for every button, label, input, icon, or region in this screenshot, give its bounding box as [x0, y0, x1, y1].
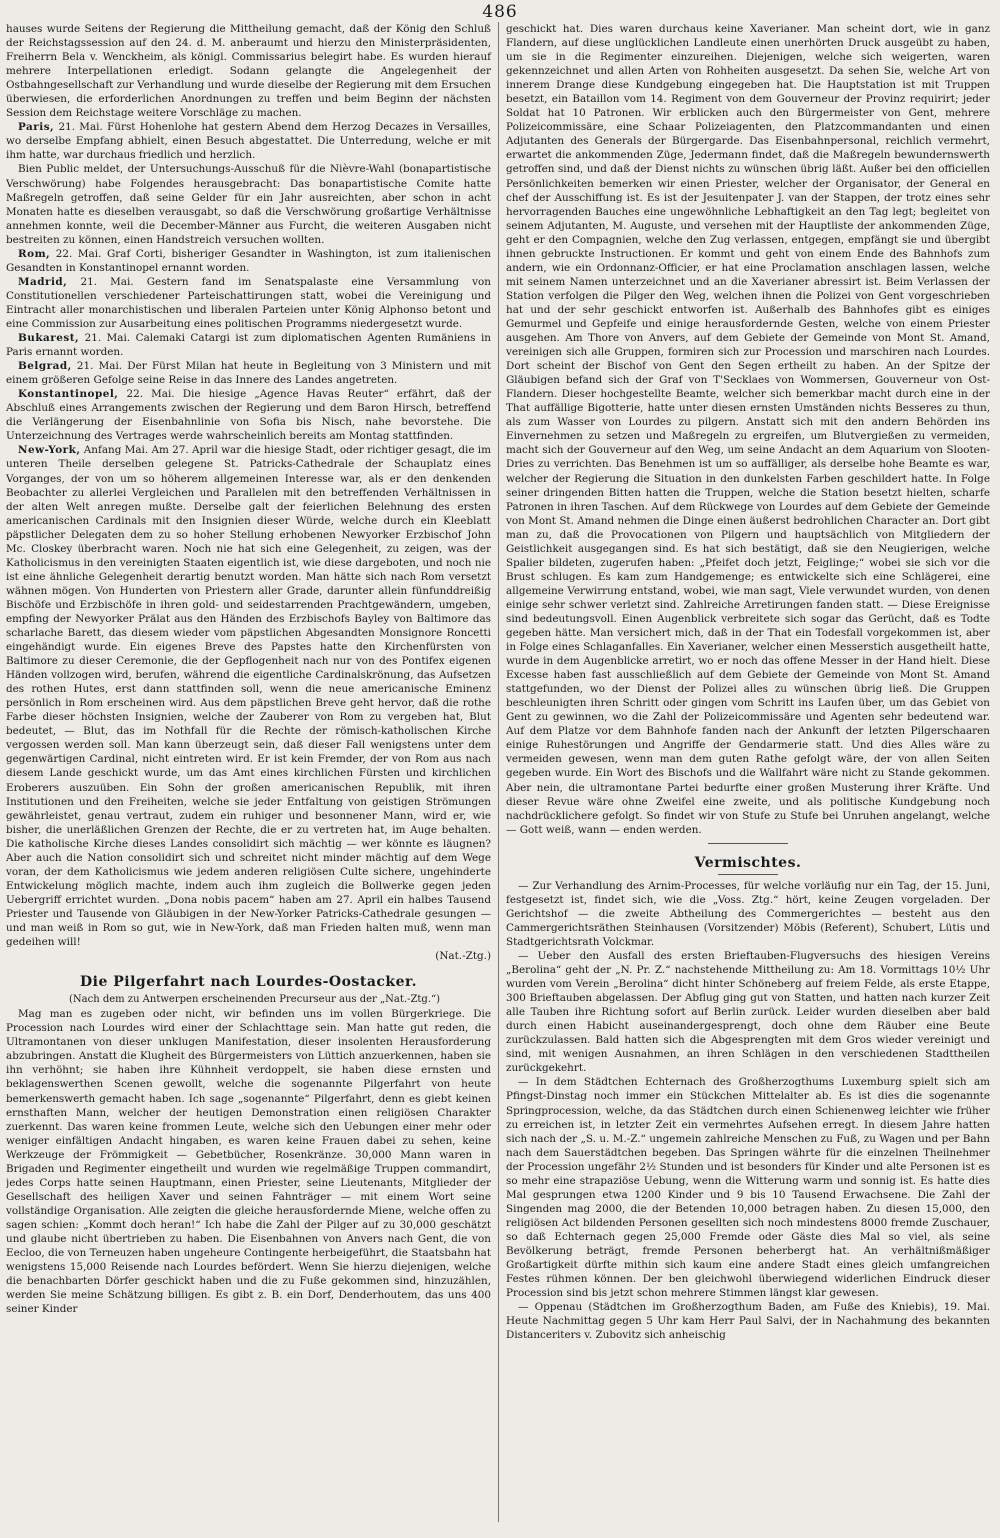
news-text: 22. Mai. Die hiesige „Agence Havas Reuter“ erfährt, daß der Abschluß eines Arrangements zwischen der Regierung und dem Baron Hirsch, betreffend die Verlängerung der Eisenbahnlinie von Sofia bis Nisch, nahe bevorstehe. Die Unterzeichnung des Vertrages werde wahrscheinlich bereits am Montag stattfinden.	[6, 388, 491, 443]
paragraph: Bien Public meldet, der Untersuchungs-Ausschuß für die Nièvre-Wahl (bonapartistische Verschwörung) habe Folgendes herausgebracht: Das bonapartistische Comite hatte Maßregeln getroffen, daß seine Gelder für ein Jahr ausreichten, aber schon in acht Monaten hatte es dieselben verausgabt, so daß die Verschwörung großartige Verhältnisse annehmen konnte, weil die December-Männer aus Furcht, die weiteren Ausgaben nicht bestreiten zu können, einen Handstreich versuchen wollten.	[6, 163, 491, 246]
news-text: 21. Mai. Der Fürst Milan hat heute in Begleitung von 3 Ministern und mit einem größeren Gefolge seine Reise in das Innere des Landes angetreten.	[6, 360, 491, 387]
news-item-rom	[6, 247, 491, 275]
article-subtitle: (Nach dem zu Antwerpen erscheinenden Precurseur aus der „Nat.-Ztg.“)	[68, 994, 441, 1006]
dateline: New-York,	[18, 444, 81, 457]
news-item-paris	[6, 120, 491, 162]
news-text: 21. Mai. Calemaki Catargi ist zum diplomatischen Agenten Rumäniens in Paris ernannt worden.	[6, 332, 491, 359]
page-number: 486	[482, 2, 518, 22]
news-item-new-york	[6, 443, 491, 949]
title-rule	[718, 874, 778, 875]
article-title: Die Pilgerfahrt nach Lourdes-Oostacker.	[80, 974, 417, 991]
news-text: 21. Mai. Fürst Hohenlohe hat gestern Abend dem Herzog Decazes in Versailles, wo derselbe Empfang abhielt, einen Besuch abgestattet. Die Unterredung, welche er mit ihm hatte, war durchaus friedlich und herzlich.	[6, 121, 491, 162]
article-paragraph: Mag man es zugeben oder nicht, wir befinden uns im vollen Bürgerkriege. Die Procession nach Lourdes wird einer der Schlachttage sein. Man hatte gut reden, die Ultramontanen von dieser unklugen Manifestation, dieser insolenten Herausforderung abzubringen. Anstatt die Klugheit des Bürgermeisters von Lüttich anzuerkennen, haben sie ihn verhöhnt; sie haben ihre Kühnheit verdoppelt, sie haben diese ernsten und beklagenswerthen Scenen gewollt, welche die sogenannte Pilgerfahrt von heute bemerkenswerth gemacht haben. Ich sage „sogenannte“ Pilgerfahrt, denn es giebt keinen ernsthaften Mann, welcher der heutigen Demonstration einen religiösen Charakter zuerkennt. Das waren keine frommen Leute, welche sich den Uebungen einer mehr oder weniger einfältigen Andacht hingaben, es waren keine Frauen dabei zu sehen, keine Werkzeuge der Frömmigkeit — Gebetbücher, Rosenkränze. 30,000 Mann waren in Brigaden und Regimenter eingetheilt und wurden wie regelmäßige Truppen commandirt, jedes Corps hatte seinen Hauptmann, einen Priester, seine Lieutenants, Mitglieder der Gesellschaft des heiligen Xaver und seinen Fahnträger — mit einem Wort seine vollständige Organisation. Alle zeigten die gleiche herausfordernde Miene, welche offen zu sagen schien: „Kommt doch heran!“ Ich habe die Zahl der Pilger auf zu 30,000 geschätzt und glaube nicht übertrieben zu haben. Die Eisenbahnen von Anvers nach Gent, die von Eecloo, die von Terneuzen haben ungeheure Contingente herbeigeführt, die Staatsbahn hat wenigstens 15,000 Reisende nach Lourdes befördert. Wenn Sie hierzu diejenigen, welche die benachbarten Dörfer geschickt haben und die zu Fuße gekommen sind, hinzuzählen, werden Sie meine Schätzung billigen. Es gibt z. B. ein Dorf, Denderhoutem, das uns 400 seiner Kinder	[6, 1008, 491, 1316]
section-divider	[708, 843, 788, 844]
columns	[6, 22, 990, 1522]
dateline: Rom,	[18, 247, 51, 260]
news-item-konstantinopel	[6, 387, 491, 443]
news-item-belgrad	[6, 359, 491, 387]
paragraph: hauses wurde Seitens der Regierung die Mittheilung gemacht, daß der König den Schluß der Reichstagssession auf den 24. d. M. anberaumt und hierzu den Ministerpräsidenten, Freiherrn Bela v. Wenckheim, als königl. Commissarius belegirt habe. Es wurden hierauf mehrere Interpellationen erledigt. Sodann gelangte die Angelegenheit der Ostbahngesellschaft zur Verhandlung und wurde dieselbe der Regierung mit dem Ersuchen überwiesen, die erforderlichen Anordnungen zu treffen und beim Beginn der nächsten Session dem Reichstage weitere Vorschläge zu machen.	[6, 23, 491, 120]
dateline: Belgrad,	[18, 360, 72, 373]
misc-item: — Ueber den Ausfall des ersten Brieftauben-Flugversuchs des hiesigen Vereins „Berolina“ geht der „N. Pr. Z.“ nachstehende Mittheilung zu: Am 18. Vormittags 10½ Uhr wurden vom Verein „Berolina“ dicht hinter Schöneberg auf freiem Felde, als erste Etappe, 300 Brieftauben abgelassen. Der Abflug ging gut von Statten, und hatten nach kurzer Zeit alle Tauben ihre Richtung sofort auf Berlin zurück. Leider wurden dieselben aber bald durch einen Habicht auseinandergesprengt, doch ohne dem Räuber eine Beute zurückzulassen. Bald hatten sich die Abgesprengten mit dem Gros wieder vereinigt und sind, mit wenigen Ausnahmen, an ihren Schlägen in den verschiedenen Stadttheilen zurückgekehrt.	[506, 950, 990, 1075]
section-title-misc: Vermischtes.	[694, 854, 802, 871]
dateline: Bukarest,	[18, 332, 80, 345]
news-text: 22. Mai. Graf Corti, bisheriger Gesandter in Washington, ist zum italienischen Gesandten in Konstantinopel ernannt worden.	[6, 247, 491, 274]
dateline: Madrid,	[18, 275, 68, 288]
misc-item: — In dem Städtchen Echternach des Großherzogthums Luxemburg spielt sich am Pfingst-Dinstag noch immer ein Stückchen Mittelalter ab. Es ist dies die sogenannte Springprocession, welche, da das Städtchen durch einen Schienenweg leichter wie früher zu erreichen ist, in letzter Zeit ein vermehrtes Aufsehen erregt. In diesem Jahre hatten sich nach der „S. u. M.-Z.“ ungemein zahlreiche Menschen zu Fuß, zu Wagen und per Bahn nach dem Sauerstädtchen begeben. Das Springen währte für die einzelnen Theilnehmer der Procession ungefähr 2½ Stunden und ist besonders für Kinder und alte Personen ist es so mehr eine strapaziöse Uebung, wenn die Witterung warm und sonnig ist. Es hatte dies Mal gesprungen etwa 1200 Kinder und 9 bis 10 Tausend Erwachsene. Die Zahl der Singenden mag 2000, die der Betenden 10,000 betragen haben. Zu diesen 15,000, den religiösen Act bildenden Personen gesellten sich noch mindestens 8000 fremde Zuschauer, so daß Echternach gegen 25,000 Fremde oder Gäste dies Mal so viel, als seine Bevölkerung beträgt, fremde Personen beherbergt hat. An verhältnißmäßiger Großartigkeit dürfte mithin sich kaum eine andere Stadt eines gleich umfangreichen Festes rühmen können. Der ben gleichwohl überwiegend widerlichen Eindruck dieser Procession sind bis jetzt schon mehrere Stimmen längst klar gewesen.	[506, 1076, 990, 1300]
news-text: 21. Mai. Gestern fand im Senatspalaste eine Versammlung von Constitutionellen verschiedener Parteischattirungen statt, wobei die Vereinigung und Eintracht aller monarchistischen und liberalen Parteien unter König Alphonso betont und eine Commission zur Ausarbeitung eines politischen Programms niedergesetzt wurde.	[6, 275, 491, 330]
misc-item: — Zur Verhandlung des Arnim-Processes, für welche vorläufig nur ein Tag, der 15. Juni, festgesetzt ist, findet sich, wie die „Voss. Ztg.“ hört, keine Zeugen vorgeladen. Der Gerichtshof — die zweite Abtheilung des Commergerichtes — besteht aus den Cammergerichtsräthen Steinhausen (Vorsitzender) Möbis (Referent), Schubert, Lütis und Stadtgerichtsrath Volckmar.	[506, 879, 990, 948]
article-continuation: geschickt hat. Dies waren durchaus keine Xaverianer. Man scheint dort, wie in ganz Flandern, auf diese unglücklichen Landleute einen unerhörten Druck ausgeübt zu haben, um sie in die Regimenter einzureihen. Diejenigen, welche sich weigerten, waren gekennzeichnet und allen Arten von Rohheiten ausgesetzt. Da sehen Sie, welche Art von innerem Drange diese Kundgebung eingegeben hat. Die Hauptstation ist mit Truppen besetzt, ein Bataillon vom 14. Regiment von dem Gouverneur der Provinz requirirt; jeder Soldat hat 10 Patronen. Wir erblicken auch den Bürgermeister von Gent, mehrere Polizeicommissäre, eine Schaar Polizeiagenten, den Platzcommandanten und einen Adjutanten des Generals der Bürgergarde. Das Eisenbahnpersonal, reichlich vermehrt, erwartet die ankommenden Züge, Jedermann findet, daß die Maßregeln bewundernswerth getroffen sind, und daß der Dienst nichts zu wünschen übrig läßt. Außer bei den officiellen Persönlichkeiten bemerken wir einen Priester, welcher der Organisator, der General en chef der Ausschiffung ist. Es ist der Jesuitenpater J. van der Stappen, der trotz eines sehr hervorragenden Bauches eine ungewöhnliche Lebhaftigkeit an den Tag legt; begleitet von seinem Adjutanten, M. Auguste, und versehen mit der Hauptliste der ankommenden Züge, geht er den Compagnien, welche den Zug verlassen, entgegen, empfängt sie und übergibt ihnen gebruckte Instructionen. Er kommt und geht von einem Ende des Bahnhofs zum andern, wie ein Ordonnanz-Officier, er hat eine Proclamation anschlagen lassen, welche mit seinem Namen unterzeichnet und an die Xaverianer abressirt ist. Beim Verlassen der Station verfolgen die Pilger den Weg, welchen ihnen die Polizei von Gent vorgeschrieben hat und der sehr geschickt entworfen ist. Außerhalb des Bahnhofes gibt es einiges Gemurmel und Gepfeife und einige herausfordernde Gesten, welche von einem Priester ausgehen. Am Thore von Anvers, auf dem Gebiete der Gemeinde von Mont St. Amand, vereinigen sich alle Gruppen, formiren sich zur Procession und marschiren nach Lourdes. Dort scheint der Bischof von Gent den Segen ertheilt zu haben. An der Spitze der Gläubigen befand sich der Graf von T'Secklaes von Wommersen, Gouverneur von Ost-Flandern. Dieser hochgestellte Beamte, welcher sich bemerkbar macht durch eine in der That auffällige Bigotterie, hatte unter diesen ernsten Umständen nichts Besseres zu thun, als zum Wasser von Lourdes zu pilgern. Anstatt sich mit den andern Behörden ins Einvernehmen zu setzen und Maßregeln zu ergreifen, um Blutvergießen zu vermeiden, macht sich der Gouverneur auf den Weg, um seine Andacht an dem Aquarium von Slooten-Dries zu verrichten. Das Benehmen ist um so auffälliger, als derselbe hohe Beamte es war, welcher der Regierung die Situation in den dunkelsten Farben geschildert hatte. In Folge seiner dringenden Bitten hatten die Truppen, welche die Station besetzt hielten, scharfe Patronen in ihren Taschen. Auf dem Rückwege von Lourdes auf dem Gebiete der Gemeinde von Mont St. Amand nehmen die Dinge einen äußerst bedrohlichen Character an. Dort gibt man zu, daß die Provocationen von Pilgern und hauptsächlich von Mitgliedern der Geistlichkeit ausgegangen sind. Es hat sich bestätigt, daß sie den Neugierigen, welche Spalier bildeten, zugerufen haben: „Pfeifet doch jetzt, Feiglinge;“ wobei sie sich vor die Brust schlugen. Es kam zum Handgemenge; es entwickelte sich eine Schlägerei, eine allgemeine Verwirrung entstand, wobei, wie man sagt, Viele verwundet wurden, von denen einige sehr schwer verletzt sind. Zahlreiche Arretirungen fanden statt. — Diese Ereignisse sind bedeutungsvoll. Einen Augenblick verbreitete sich sogar das Gerücht, daß es Todte gegeben hätte. Man versichert mich, daß in der That ein Todesfall vorgekommen ist, aber in Folge eines Schlaganfalles. Ein Xaverianer, welcher einen Messerstich ausgetheilt hatte, wurde in dem Augenblicke arretirt, wo er noch das offene Messer in der Hand hielt. Diese Excesse haben fast ausschließlich auf dem Gebiete der Gemeinde von Mont St. Amand stattgefunden, wo der Dienst der Polizei alles zu wünschen übrig ließ. Die Gruppen beschleunigten ihren Schritt oder gingen vom Schritt ins Laufen über, um das Gebiet von Gent zu gewinnen, wo die Zahl der Polizeicommissäre und Agenten sehr bedeutend war. Auf dem Platze vor dem Bahnhofe fanden nach der Ankunft der letzten Pilgerschaaren einige Ruhestörungen und Angriffe der Gendarmerie statt. Und dies Alles wäre zu vermeiden gewesen, wenn man dem guten Rathe gefolgt wäre, der von allen Seiten gegeben wurde. Ein Wort des Bischofs und die Wallfahrt wäre nicht zu Stande gekommen. Aber nein, die ultramontane Partei bedurfte einer großen Musterung ihrer Kräfte. Und dieser Revue wäre ohne Zweifel eine zweite, und als politische Kundgebung noch nachdrücklichere gefolgt. So findet wir von Stufe zu Stufe bei Unruhen angelangt, welche — Gott weiß, wann — enden werden.	[506, 23, 990, 836]
dateline: Paris,	[18, 121, 55, 134]
news-item-bukarest	[6, 331, 491, 359]
misc-item: — Oppenau (Städtchen im Großherzogthum Baden, am Fuße des Kniebis), 19. Mai. Heute Nachmittag gegen 5 Uhr kam Herr Paul Salvi, der in Nachahmung des bekannten Distanceriters v. Zubovitz sich anheischig	[506, 1301, 990, 1342]
news-item-madrid	[6, 275, 491, 331]
source-note: (Nat.-Ztg.)	[435, 950, 491, 963]
right-column	[498, 22, 990, 1522]
dateline: Konstantinopel,	[18, 388, 119, 401]
news-text: Anfang Mai. Am 27. April war die hiesige Stadt, oder richtiger gesagt, die im unteren Theile derselben gelegene St. Patricks-Cathedrale der Schauplatz eines Vorganges, der von um so höherem allgemeinen Interesse war, als er den denkenden Beobachter zu allerlei Vergleichen und Parallelen mit den betreffenden Verhältnissen in der alten Welt anregen mußte. Derselbe galt der feierlichen Belehnung des ersten americanischen Cardinals mit den Insignien dieser Würde, welche durch ein Kleeblatt päpstlicher Delegaten dem zu so hoher Stellung erhobenen Newyorker Erzbischof John Mc. Closkey überbracht waren. Noch nie hat sich eine Gelegenheit, zu zeigen, was der Katholicismus in den vereinigten Staaten eigentlich ist, wie diese dargeboten, und noch nie ist eine ähnliche Gelegenheit derartig benutzt worden. Man hätte sich nach Rom versetzt wähnen mögen. Von Hunderten von Priestern aller Grade, darunter allein fünfunddreißig Bischöfe und Erzbischöfe in ihren gold- und seidestarrenden Prachtgewändern, umgeben, empfing der Newyorker Prälat aus den Händen des Erzbischofs Bayley von Baltimore das scharlache Barett, das diesem wieder vom päpstlichen Abgesandten Monsignore Roncetti eingehändigt wurde. Ein eigenes Breve des Papstes hatte den Kirchenfürsten von Baltimore zu dieser Ceremonie, die der Gepflogenheit nach nur von des Pontifex eigenen Händen vollzogen wird, berufen, während die eigentliche Cardinalskrönung, das Aufsetzen des rothen Hutes, erst dann stattfinden soll, wenn die neue americanische Eminenz persönlich in Rom erscheinen wird. Aus dem päpstlichen Breve geht hervor, daß die rothe Farbe dieser höchsten Insignien, welche der Zauberer von Rom zu vergeben hat, Blut bedeutet, — Blut, das im Nothfall für die Rechte der römisch-katholischen Kirche vergossen werden soll. Man kann überzeugt sein, daß dieser Fall wenigstens unter dem gegenwärtigen Cardinal, nicht eintreten wird. Er ist kein Fremder, der von Rom aus nach diesem Lande geschickt wurde, um das Amt eines kirchlichen Fürsten und kirchlichen Eroberers auszuüben. Ein Sohn der großen americanischen Republik, mit ihren Institutionen und den Freiheiten, welche sie jeder Entfaltung von geistigen Strömungen gewährleistet, genau vertraut, zudem ein ruhiger und besonnener Mann, wird er, wie bisher, die unerläßlichen Grenzen der Rechte, die er zu vertreten hat, im Auge behalten. Die katholische Kirche dieses Landes consolidirt sich mächtig — wer könnte es läugnen? Aber auch die Nation consolidirt sich und schreitet nicht minder mächtig auf dem Wege voran, der dem Katholicismus wie jedem anderen religiösen Culte sichere, ungehinderte Entwickelung möglich machte, indem auch ihm zugleich die Bollwerke gegen jeden Uebergriff errichtet wurden. „Dona nobis pacem“ haben am 27. April ein halbes Tausend Priester und Tausende von Gläubigen in der New-Yorker Patricks-Cathedrale gesungen — und man weiß in Rom so gut, wie in New-York, daß man Frieden halten muß, wenn man gedeihen will!	[6, 444, 491, 949]
left-column	[6, 22, 498, 1522]
